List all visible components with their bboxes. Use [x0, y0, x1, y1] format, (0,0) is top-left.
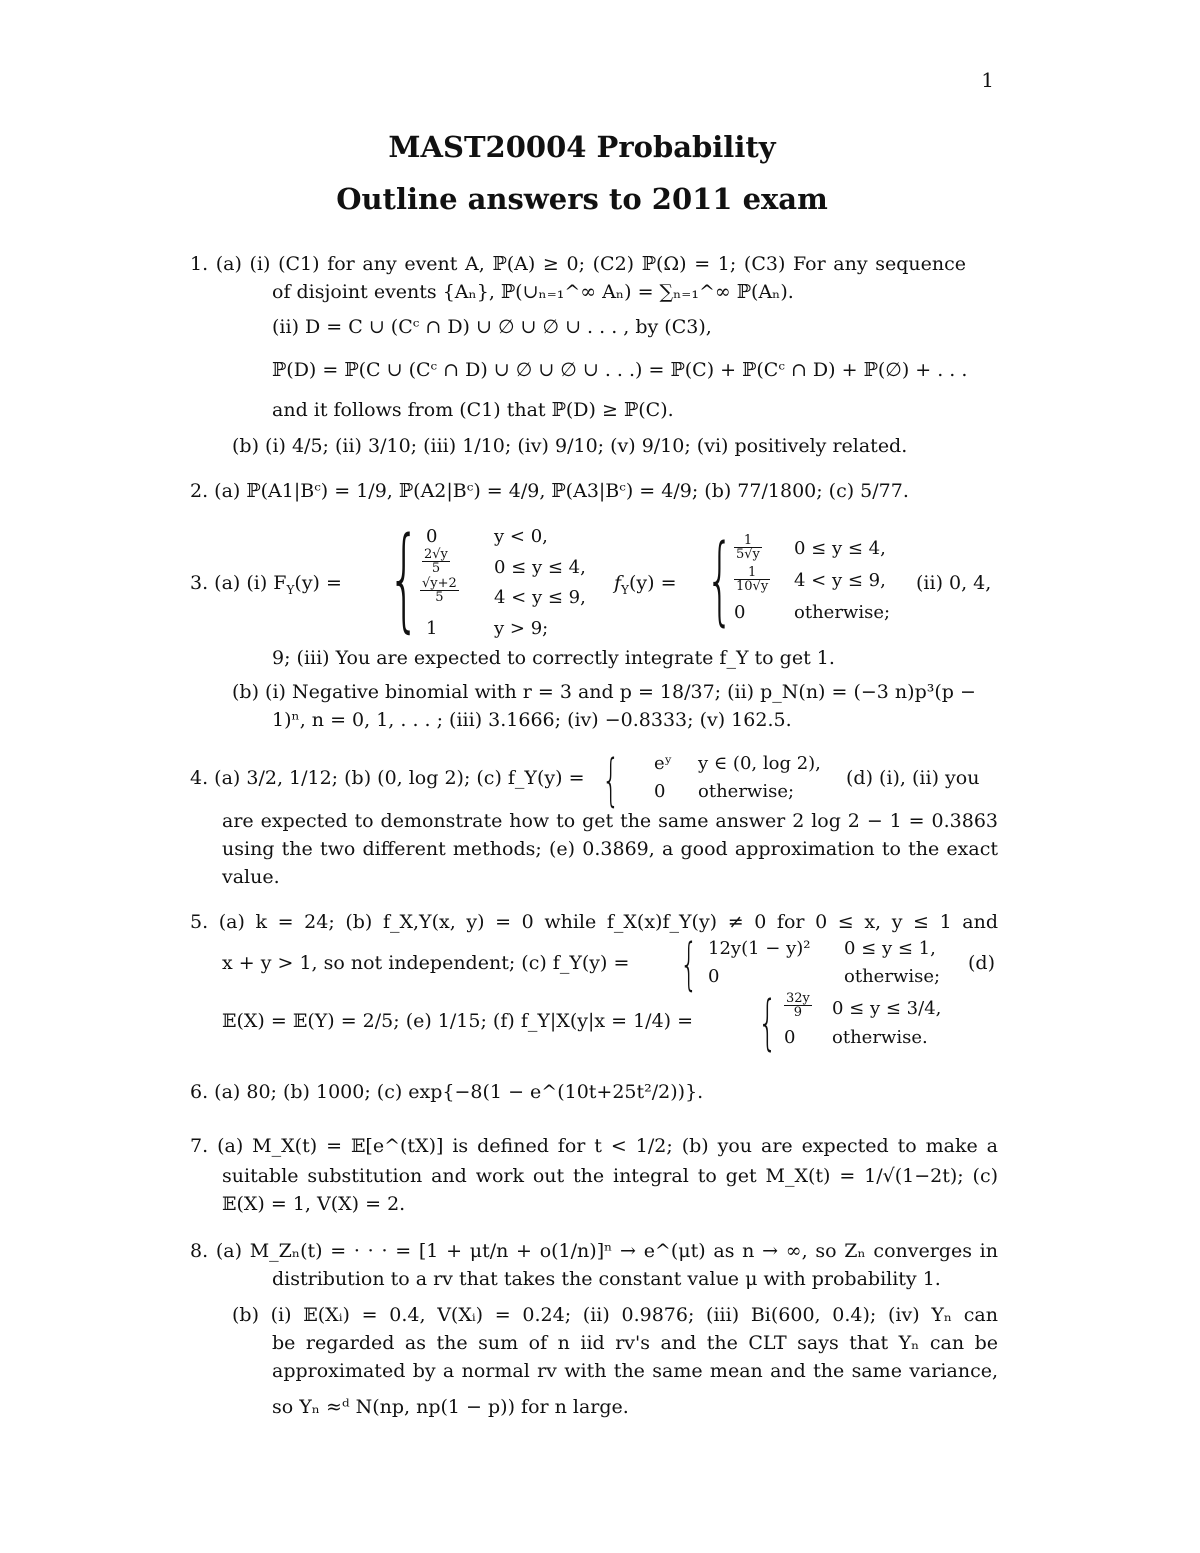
q4-line1 — [190, 748, 1010, 813]
f-case-1-cond: 4 < y ≤ 9, — [794, 570, 886, 591]
f-case-0-cond: 0 ≤ y ≤ 4, — [794, 538, 886, 559]
q5-l2-case-1-val: 0 — [708, 966, 720, 987]
document-subtitle: Outline answers to 2011 exam — [336, 182, 828, 216]
q1-a-i-line2: of disjoint events {Aₙ}, ℙ(∪ₙ₌₁^∞ Aₙ) = ∑ₙ₌₁^∞ ℙ(Aₙ). — [272, 281, 794, 303]
q4-case-0-cond: y ∈ (0, log 2), — [698, 753, 821, 774]
q7-line3: 𝔼(X) = 1, V(X) = 2. — [222, 1193, 406, 1215]
q5-line1: 5. (a) k = 24; (b) f_X,Y(x, y) = 0 while f_X(x)f_Y(y) ≠ 0 for 0 ≤ x, y ≤ 1 and — [190, 911, 998, 933]
F-case-2-cond: 4 < y ≤ 9, — [494, 587, 586, 608]
F-case-1-cond: 0 ≤ y ≤ 4, — [494, 557, 586, 578]
q8-b-line4: so Yₙ ≈ᵈ N(np, np(1 − p)) for n large. — [272, 1396, 629, 1418]
f-case-0-val: $\frac{1}{5√y}$ — [736, 533, 760, 562]
F-case-0-val: 0 — [426, 526, 438, 547]
q3-lead: 3. (a) (i) $F_Y(y)$ = — [190, 572, 342, 597]
q8-a-line1: 8. (a) M_Zₙ(t) = · · · = [1 + μt/n + o(1/n)]ⁿ → e^(μt) as n → ∞, so Zₙ converges in — [190, 1240, 998, 1262]
q5-l2-case-0-cond: 0 ≤ y ≤ 1, — [844, 938, 936, 959]
q8-b-line1: (b) (i) 𝔼(Xᵢ) = 0.4, V(Xᵢ) = 0.24; (ii) 0.9876; (iii) Bi(600, 0.4); (iv) Yₙ can — [232, 1304, 998, 1326]
q4-case-0-val: eʸ — [654, 753, 673, 774]
q5-l3-case-1-cond: otherwise. — [832, 1027, 928, 1048]
q3-a-ii: (ii) 0, 4, — [916, 572, 992, 594]
q4-tail: (d) (i), (ii) you — [846, 767, 980, 789]
q4-lead: 4. (a) 3/2, 1/12; (b) (0, log 2); (c) f_Y(y) = — [190, 767, 585, 789]
brace-left: { — [388, 514, 421, 644]
q5-l2-case-0-val: 12y(1 − y)² — [708, 938, 811, 959]
brace-left: { — [706, 524, 734, 636]
q5-l3-lead: 𝔼(X) = 𝔼(Y) = 2/5; (e) 1/15; (f) f_Y|X(y|x = 1/4) = — [222, 1010, 694, 1032]
q5-l3-case-0-cond: 0 ≤ y ≤ 3/4, — [832, 998, 942, 1019]
q1-b: (b) (i) 4/5; (ii) 3/10; (iii) 1/10; (iv) 9/10; (v) 9/10; (vi) positively related. — [232, 435, 908, 457]
F-case-3-cond: y > 9; — [494, 618, 549, 639]
q4-case-1-val: 0 — [654, 781, 666, 802]
F-case-0-cond: y < 0, — [494, 526, 548, 547]
f-case-1-val: $\frac{1}{10√y}$ — [736, 565, 769, 594]
q8-b-line2: be regarded as the sum of n iid rv's and the CLT says that Yₙ can be — [272, 1332, 998, 1354]
q6-answer: 6. (a) 80; (b) 1000; (c) exp{−8(1 − e^(10t+25t²/2))}. — [190, 1081, 704, 1103]
q8-b-line3: approximated by a normal rv with the same mean and the same variance, — [272, 1360, 998, 1382]
q3-b-line2: 1)ⁿ, n = 0, 1, . . . ; (iii) 3.1666; (iv) −0.8333; (v) 162.5. — [272, 709, 792, 731]
q4-line4: value. — [222, 866, 280, 888]
q5-l2-tail: (d) — [968, 952, 995, 974]
q7-line1: 7. (a) M_X(t) = 𝔼[e^(tX)] is defined for t < 1/2; (b) you are expected to make a — [190, 1135, 998, 1157]
q1-a-ii-line2: ℙ(D) = ℙ(C ∪ (Cᶜ ∩ D) ∪ ∅ ∪ ∅ ∪ . . .) = ℙ(C) + ℙ(Cᶜ ∩ D) + ℙ(∅) + . . . — [272, 359, 968, 381]
q8-a-line2: distribution to a rv that takes the constant value μ with probability 1. — [272, 1268, 941, 1290]
q1-a-ii-line1: (ii) D = C ∪ (Cᶜ ∩ D) ∪ ∅ ∪ ∅ ∪ . . . , by (C3), — [272, 316, 712, 338]
q5-line2 — [222, 932, 1012, 997]
brace-left: { — [758, 988, 778, 1058]
q4-case-1-cond: otherwise; — [698, 781, 795, 802]
q1-a-i-line1: 1. (a) (i) (C1) for any event A, ℙ(A) ≥ 0; (C2) ℙ(Ω) = 1; (C3) For any sequence — [190, 253, 966, 275]
q2-answer: 2. (a) ℙ(A1|Bᶜ) = 1/9, ℙ(A2|Bᶜ) = 4/9, ℙ(A3|Bᶜ) = 4/9; (b) 77/1800; (c) 5/77. — [190, 480, 909, 502]
q3-a-cont: 9; (iii) You are expected to correctly integrate f_Y to get 1. — [272, 647, 835, 669]
q5-l3-case-1-val: 0 — [784, 1027, 796, 1048]
q1-a-ii-line3: and it follows from (C1) that ℙ(D) ≥ ℙ(C). — [272, 399, 674, 421]
document-title: MAST20004 Probability — [388, 130, 776, 164]
q4-line2: are expected to demonstrate how to get the same answer 2 log 2 − 1 = 0.3863 — [222, 810, 998, 832]
q5-line3 — [222, 988, 1012, 1058]
q5-l2-lead: x + y > 1, so not independent; (c) f_Y(y) = — [222, 952, 630, 974]
q7-line2: suitable substitution and work out the integral to get M_X(t) = 1/√(1−2t); (c) — [222, 1165, 998, 1187]
page-number: 1 — [981, 68, 994, 92]
brace-left: { — [680, 932, 698, 997]
q3-b-line1: (b) (i) Negative binomial with r = 3 and p = 18/37; (ii) p_N(n) = (−3 n)p³(p − — [232, 681, 976, 703]
q5-l3-case-0-val: $\frac{32y}{9}$ — [786, 991, 810, 1020]
f-case-2-val: 0 — [734, 602, 746, 623]
q3-f-lead: $f_Y(y)$ = — [614, 572, 677, 597]
F-case-1-val: $\frac{2√y}{5}$ — [424, 547, 448, 576]
brace-left: { — [602, 748, 620, 813]
q3-a-piecewise — [190, 514, 1010, 650]
F-case-3-val: 1 — [426, 618, 438, 639]
q4-line3: using the two different methods; (e) 0.3869, a good approximation to the exact — [222, 838, 998, 860]
q5-l2-case-1-cond: otherwise; — [844, 966, 941, 987]
f-case-2-cond: otherwise; — [794, 602, 891, 623]
F-case-2-val: $\frac{√y+2}{5}$ — [422, 576, 457, 605]
